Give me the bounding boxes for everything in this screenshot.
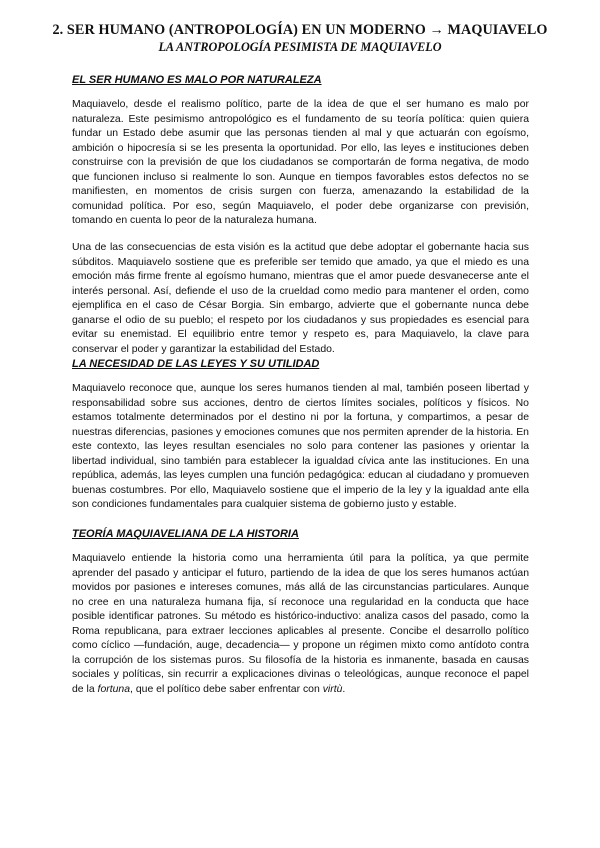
paragraph-historia-text-end: . [342,683,346,695]
section-heading-malo-por-naturaleza: EL SER HUMANO ES MALO POR NATURALEZA [72,74,322,86]
paragraph-historia-text-between: , que el político debe saber enfrentar con [130,683,323,695]
term-fortuna: fortuna [97,683,131,695]
paragraph-historia-text: Maquiavelo entiende la historia como una herramienta útil para la política, ya que permite aprender del pasado y anticipar el futuro, partiendo de la idea de que los seres humanos actúan movidos por pasiones e intereses comunes, más allá de las circunstancias particulares. Aunque no cree en una naturaleza humana fija, sí reconoce una regularidad en la conducta que hace posible identificar patrones. Su método es histórico-inductivo: analiza casos del pasado, como la Roma republicana, para extraer lecciones aplicables al presente. Concibe el desarrollo político como cíclico —fundación, auge, decadencia— y propone un régimen mixto como antídoto contra la corrupción de los sistemas puros. Su filosofía de la historia es inmanente, basada en causas sociales y políticas, sin recurrir a explicaciones divinas o teleológicas, aunque reconoce el papel de la [72,553,529,695]
paragraph-temido-que-amado: Una de las consecuencias de esta visión es la actitud que debe adoptar el gobernante hacia sus súbditos. Maquiavelo sostiene que es preferible ser temido que amado, ya que el miedo es una emoción más firme frente al egoísmo humano, mientras que el amor puede desvanecerse ante el interés personal. Así, defiende el uso de la crueldad como medio para mantener el orden, como ejemplifica en el caso de César Borgia. Sin embargo, advierte que el gobernante nunca debe ganarse el odio de su pueblo; el respeto por los ciudadanos y sus propiedades es esencial para evitar su enemistad. El equilibrio entre temor y respeto es, para Maquiavelo, la clave para conservar el poder y garantizar la estabilidad del Estado. [72,242,529,355]
section-heading-necesidad-de-las-leyes: LA NECESIDAD DE LAS LEYES Y SU UTILIDAD [72,358,320,370]
term-virtu: virtù [322,683,343,695]
section-heading-teoria-de-la-historia: TEORÍA MAQUIAVELIANA DE LA HISTORIA [72,528,299,540]
document-title: 2. SER HUMANO (ANTROPOLOGÍA) EN UN MODERNO → MAQUIAVELO [52,22,548,38]
paragraph-historia-como-herramienta [72,552,529,697]
paragraph-pesimismo-antropologico: Maquiavelo, desde el realismo político, parte de la idea de que el ser humano es malo por naturaleza. Este pesimismo antropológico es el fundamento de su teoría política: quien quiera fundar un Estado debe asumir que las personas tienden al mal y que actuarán con egoísmo, ambición o hipocresía si se les presenta la oportunidad. Por ello, las leyes e instituciones deben construirse con la previsión de que los ciudadanos se comportarán de forma negativa, de modo que funcionen incluso si realmente lo son. Aunque en tiempos favorables estos defectos no se manifiesten, en momentos de crisis surgen con fuerza, amenazando la estabilidad de la comunidad política. Por eso, según Maquiavelo, el poder debe organizarse con previsión, tomando en cuenta lo peor de la naturaleza humana. [72,99,529,227]
document-subtitle: LA ANTROPOLOGÍA PESIMISTA DE MAQUIAVELO [158,40,442,54]
paragraph-leyes-y-libertad: Maquiavelo reconoce que, aunque los seres humanos tienden al mal, también poseen libertad y responsabilidad sobre sus acciones, dentro de ciertos límites sociales, políticos y físicos. No estamos totalmente determinados por el destino ni por la fortuna, y compartimos, a pesar de nuestras diferencias, pasiones y emociones comunes que nos permiten aprender de la historia. En este contexto, las leyes resultan esenciales no solo para contener las pasiones y orientar la libertad individual, sino también para establecer la igualdad cívica ante las instituciones. En una república, además, las leyes cumplen una función pedagógica: educan al ciudadano y promueven buenas costumbres. Por ello, Maquiavelo sostiene que el imperio de la ley y la igualdad ante ella son condiciones fundamentales para cualquier sistema de gobierno justo y estable. [72,383,529,511]
